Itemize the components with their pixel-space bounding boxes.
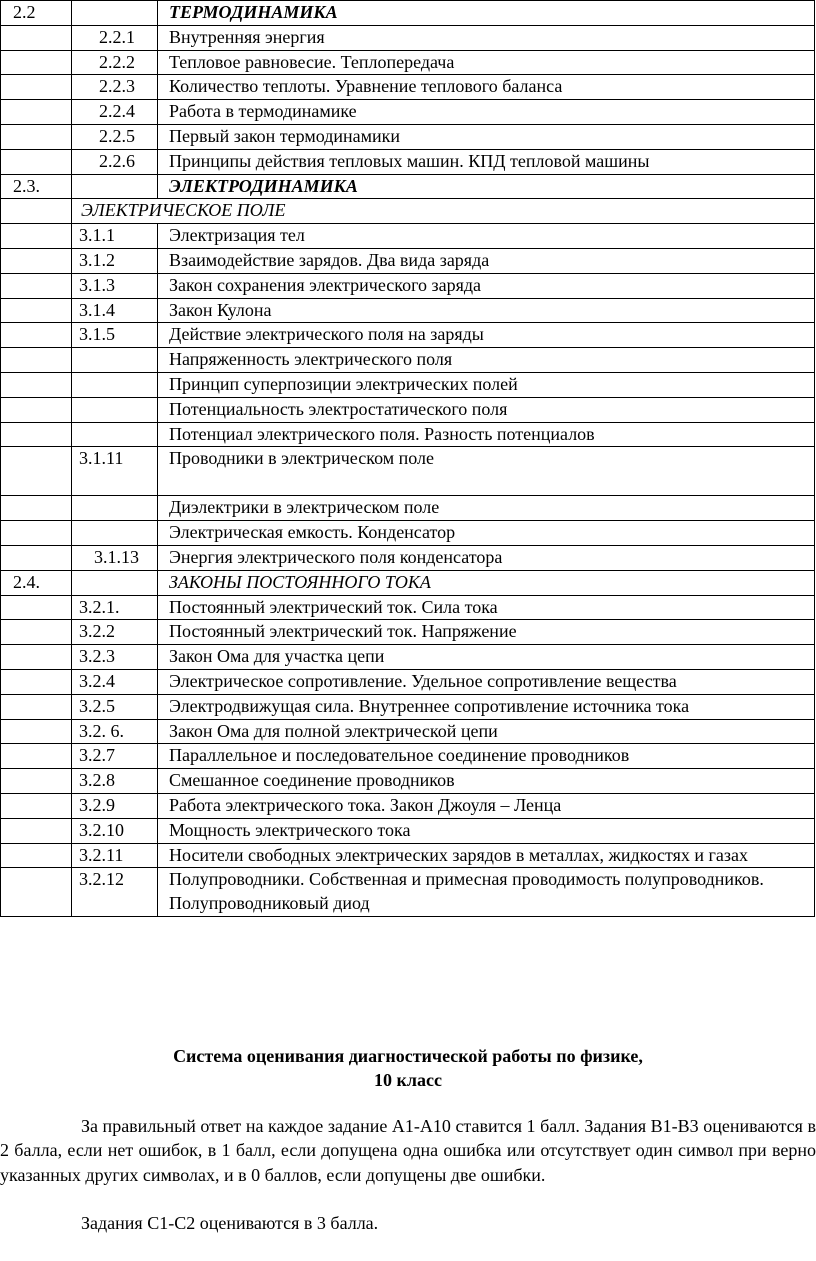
- table-row: [1, 25, 815, 50]
- item-code-cell: [72, 348, 158, 373]
- scoring-heading-line2: 10 класс: [374, 1070, 442, 1090]
- item-title-cell: Диэлектрики в электрическом поле: [158, 496, 815, 521]
- table-row: [1, 372, 815, 397]
- item-code-cell: 2.2.1: [72, 25, 158, 50]
- item-code-cell: 2.2.3: [72, 75, 158, 100]
- table-row: [1, 595, 815, 620]
- item-code-cell: 3.2.7: [72, 744, 158, 769]
- item-title-cell: ЭЛЕКТРОДИНАМИКА: [158, 174, 815, 199]
- item-title-cell: Постоянный электрический ток. Сила тока: [158, 595, 815, 620]
- table-row: [1, 447, 815, 496]
- section-code-cell: [1, 50, 72, 75]
- item-code-cell: [72, 1, 158, 26]
- table-row: [1, 694, 815, 719]
- item-title-cell: Энергия электрического поля конденсатора: [158, 545, 815, 570]
- item-title-cell: Проводники в электрическом поле: [158, 447, 815, 496]
- item-title-cell: Внутренняя энергия: [158, 25, 815, 50]
- section-code-cell: [1, 620, 72, 645]
- section-code-cell: [1, 75, 72, 100]
- table-row: [1, 744, 815, 769]
- table-row: [1, 545, 815, 570]
- item-title-cell: ТЕРМОДИНАМИКА: [158, 1, 815, 26]
- table-row: [1, 149, 815, 174]
- item-code-cell: 2.2.2: [72, 50, 158, 75]
- item-code-cell: 3.2. 6.: [72, 719, 158, 744]
- section-code-cell: [1, 100, 72, 125]
- table-row: [1, 248, 815, 273]
- item-title-cell: Электрическое сопротивление. Удельное сопротивление вещества: [158, 669, 815, 694]
- item-code-cell: 3.2.9: [72, 793, 158, 818]
- section-code-cell: [1, 298, 72, 323]
- section-code-cell: [1, 868, 72, 917]
- item-code-cell: [72, 521, 158, 546]
- item-code-cell: [72, 174, 158, 199]
- section-code-cell: 2.4.: [1, 570, 72, 595]
- item-code-cell: 3.2.3: [72, 645, 158, 670]
- table-row: [1, 669, 815, 694]
- section-code-cell: [1, 248, 72, 273]
- table-row: [1, 570, 815, 595]
- table-row: [1, 174, 815, 199]
- section-code-cell: [1, 348, 72, 373]
- table-row: [1, 323, 815, 348]
- table-row: [1, 620, 815, 645]
- item-code-cell: 3.2.8: [72, 769, 158, 794]
- scoring-heading-line1: Система оценивания диагностической работы по физике,: [173, 1046, 643, 1066]
- section-code-cell: [1, 769, 72, 794]
- section-code-cell: [1, 521, 72, 546]
- section-code-cell: [1, 843, 72, 868]
- item-title-cell: Тепловое равновесие. Теплопередача: [158, 50, 815, 75]
- item-code-cell: 3.2.2: [72, 620, 158, 645]
- table-row: [1, 521, 815, 546]
- section-code-cell: [1, 323, 72, 348]
- item-title-cell: Закон Кулона: [158, 298, 815, 323]
- table-row: [1, 1, 815, 26]
- section-code-cell: [1, 595, 72, 620]
- item-title-cell: Первый закон термодинамики: [158, 124, 815, 149]
- table-row: [1, 348, 815, 373]
- section-code-cell: [1, 372, 72, 397]
- scoring-paragraph-2: Задания С1-С2 оцениваются в 3 балла.: [81, 1213, 379, 1233]
- item-title-cell: Параллельное и последовательное соединение проводников: [158, 744, 815, 769]
- item-title-cell: Полупроводники. Собственная и примесная проводимость полупроводников. Полупроводниковый диод: [158, 868, 815, 917]
- section-code-cell: [1, 669, 72, 694]
- table-row: [1, 818, 815, 843]
- item-code-cell: 2.2.4: [72, 100, 158, 125]
- item-title-cell: Закон Ома для полной электрической цепи: [158, 719, 815, 744]
- item-code-cell: 3.1.5: [72, 323, 158, 348]
- section-code-cell: [1, 793, 72, 818]
- item-code-cell: 3.1.11: [72, 447, 158, 496]
- section-code-cell: [1, 397, 72, 422]
- item-code-cell: 3.1.2: [72, 248, 158, 273]
- scoring-paragraph-1: За правильный ответ на каждое задание А1-А10 ставится 1 балл. Задания В1-В3 оцениваются в 2 балла, если нет ошибок, в 1 балл, если допущена одна ошибка или отсутствует один символ при верно указанных других символах, и в 0 баллов, если допущены две ошибки.: [0, 1116, 816, 1185]
- subsection-title-cell: ЭЛЕКТРИЧЕСКОЕ ПОЛЕ: [72, 199, 815, 224]
- item-code-cell: [72, 422, 158, 447]
- item-title-cell: Работа электрического тока. Закон Джоуля – Ленца: [158, 793, 815, 818]
- item-title-cell: Работа в термодинамике: [158, 100, 815, 125]
- table-row: [1, 422, 815, 447]
- item-code-cell: 3.2.10: [72, 818, 158, 843]
- item-code-cell: 2.2.5: [72, 124, 158, 149]
- table-row: [1, 496, 815, 521]
- item-code-cell: [72, 397, 158, 422]
- item-title-cell: Электрическая емкость. Конденсатор: [158, 521, 815, 546]
- table-row: [1, 793, 815, 818]
- section-code-cell: [1, 199, 72, 224]
- table-row: [1, 75, 815, 100]
- item-title-cell: Носители свободных электрических зарядов в металлах, жидкостях и газах: [158, 843, 815, 868]
- table-row: [1, 843, 815, 868]
- item-code-cell: [72, 570, 158, 595]
- item-title-cell: Электродвижущая сила. Внутреннее сопротивление источника тока: [158, 694, 815, 719]
- item-title-cell: Действие электрического поля на заряды: [158, 323, 815, 348]
- item-title-cell: Принципы действия тепловых машин. КПД тепловой машины: [158, 149, 815, 174]
- item-title-cell: ЗАКОНЫ ПОСТОЯННОГО ТОКА: [158, 570, 815, 595]
- table-row: [1, 124, 815, 149]
- item-title-cell: Количество теплоты. Уравнение теплового баланса: [158, 75, 815, 100]
- table-row: [1, 397, 815, 422]
- item-code-cell: 3.2.1.: [72, 595, 158, 620]
- item-code-cell: 3.2.12: [72, 868, 158, 917]
- item-code-cell: 3.1.13: [72, 545, 158, 570]
- table-row: [1, 769, 815, 794]
- item-code-cell: 3.1.3: [72, 273, 158, 298]
- table-row: [1, 50, 815, 75]
- table-row: [1, 645, 815, 670]
- table-row: [1, 868, 815, 917]
- section-code-cell: [1, 545, 72, 570]
- item-code-cell: [72, 372, 158, 397]
- item-title-cell: Потенциальность электростатического поля: [158, 397, 815, 422]
- item-title-cell: Постоянный электрический ток. Напряжение: [158, 620, 815, 645]
- table-row: [1, 298, 815, 323]
- section-code-cell: 2.2: [1, 1, 72, 26]
- section-code-cell: [1, 224, 72, 249]
- section-code-cell: [1, 422, 72, 447]
- section-code-cell: [1, 496, 72, 521]
- table-row: [1, 719, 815, 744]
- item-code-cell: 2.2.6: [72, 149, 158, 174]
- section-code-cell: [1, 149, 72, 174]
- item-code-cell: 3.1.1: [72, 224, 158, 249]
- section-code-cell: [1, 124, 72, 149]
- item-title-cell: Смешанное соединение проводников: [158, 769, 815, 794]
- section-code-cell: [1, 273, 72, 298]
- section-code-cell: [1, 25, 72, 50]
- section-code-cell: [1, 719, 72, 744]
- item-code-cell: 3.2.4: [72, 669, 158, 694]
- item-title-cell: Закон сохранения электрического заряда: [158, 273, 815, 298]
- table-row: [1, 224, 815, 249]
- section-code-cell: [1, 744, 72, 769]
- item-title-cell: Принцип суперпозиции электрических полей: [158, 372, 815, 397]
- table-row: [1, 100, 815, 125]
- table-row: [1, 199, 815, 224]
- item-title-cell: Закон Ома для участка цепи: [158, 645, 815, 670]
- section-code-cell: [1, 645, 72, 670]
- section-code-cell: [1, 447, 72, 496]
- table-row: [1, 273, 815, 298]
- item-title-cell: Напряженность электрического поля: [158, 348, 815, 373]
- item-code-cell: 3.2.11: [72, 843, 158, 868]
- section-code-cell: 2.3.: [1, 174, 72, 199]
- codifier-table-body: [1, 1, 815, 917]
- item-title-cell: Взаимодействие зарядов. Два вида заряда: [158, 248, 815, 273]
- item-title-cell: Мощность электрического тока: [158, 818, 815, 843]
- item-code-cell: 3.2.5: [72, 694, 158, 719]
- item-title-cell: Потенциал электрического поля. Разность потенциалов: [158, 422, 815, 447]
- item-code-cell: [72, 496, 158, 521]
- item-title-cell: Электризация тел: [158, 224, 815, 249]
- item-code-cell: 3.1.4: [72, 298, 158, 323]
- section-code-cell: [1, 694, 72, 719]
- section-code-cell: [1, 818, 72, 843]
